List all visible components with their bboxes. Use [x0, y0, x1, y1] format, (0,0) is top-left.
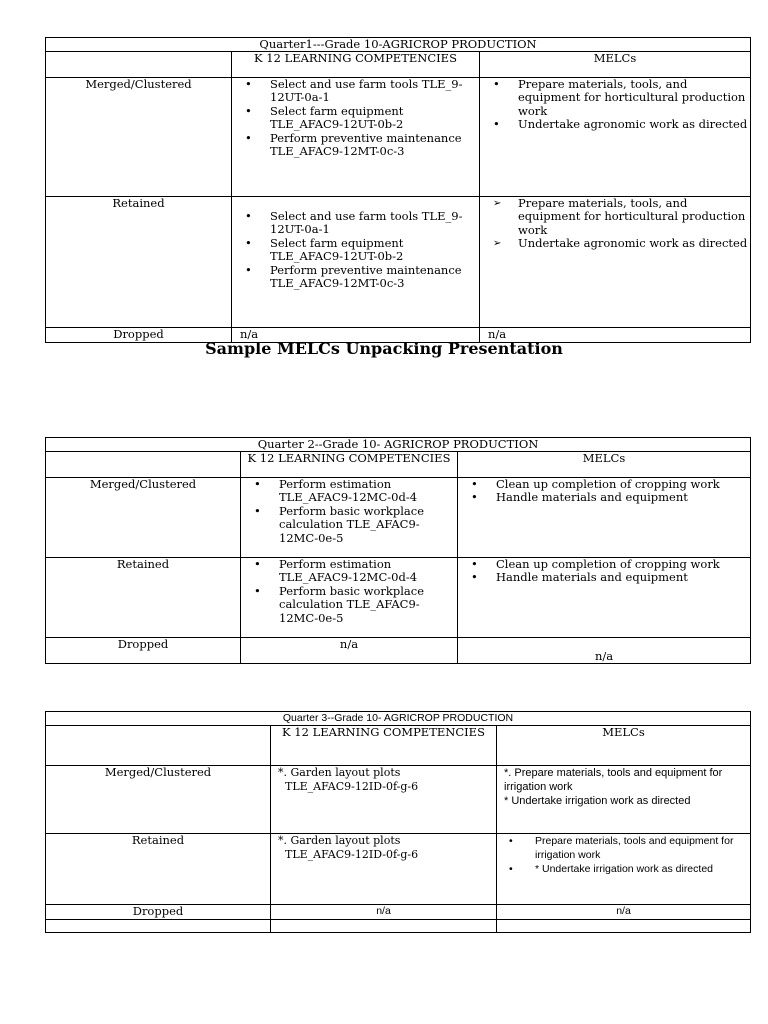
k12-cell	[241, 478, 458, 558]
k12-code: TLE_AFAC9-12ID-0f-g-6	[285, 779, 419, 793]
k12-header: K 12 LEARNING COMPETENCIES	[232, 52, 480, 78]
k12-cell	[232, 197, 480, 328]
quarter3-table	[45, 711, 751, 933]
list-item: • Perform estimation TLE_AFAC9-12MC-0d-4	[241, 478, 457, 505]
list-item: • Prepare materials, tools and equipment for irrigation work	[497, 834, 750, 862]
list-item: ➢ Prepare materials, tools, and equipment for horticultural production work	[480, 197, 750, 237]
na-value: n/a	[271, 905, 497, 920]
list-item: • Clean up completion of cropping work	[458, 478, 750, 491]
row-label-retained: Retained	[46, 197, 232, 328]
row-label-merged: Merged/Clustered	[46, 766, 271, 834]
quarter1-table	[45, 37, 751, 343]
na-value: n/a	[232, 328, 480, 343]
melcs-cell	[458, 478, 751, 558]
melcs-header: MELCs	[480, 52, 751, 78]
list-item: • Perform basic workplace calculation TLE_AFAC9-12MC-0e-5	[241, 585, 457, 625]
table-title: Quarter1---Grade 10-AGRICROP PRODUCTION	[46, 38, 751, 52]
row-label-dropped: Dropped	[46, 638, 241, 664]
k12-cell	[232, 78, 480, 197]
header-empty-cell	[46, 52, 232, 78]
melcs-cell	[497, 766, 751, 834]
list-item: • Select and use farm tools TLE_9-12UT-0a-1	[232, 210, 479, 237]
list-item: • Perform preventive maintenance TLE_AFAC9-12MT-0c-3	[232, 132, 479, 159]
presentation-title: Sample MELCs Unpacking Presentation	[205, 339, 563, 358]
row-label-retained: Retained	[46, 558, 241, 638]
row-label-dropped: Dropped	[46, 328, 232, 343]
k12-text: *. Garden layout plots	[278, 834, 401, 847]
melcs-header: MELCs	[458, 452, 751, 478]
k12-code: TLE_AFAC9-12ID-0f-g-6	[285, 847, 419, 861]
melcs-header: MELCs	[497, 726, 751, 766]
empty-cell	[46, 919, 271, 932]
k12-header: K 12 LEARNING COMPETENCIES	[241, 452, 458, 478]
melc-text: * Undertake irrigation work as directed	[504, 795, 691, 807]
quarter2-table	[45, 437, 751, 664]
list-item: • Select farm equipment TLE_AFAC9-12UT-0b-2	[232, 105, 479, 132]
list-item: • Handle materials and equipment	[458, 491, 750, 504]
k12-cell	[271, 834, 497, 905]
list-item: • Perform estimation TLE_AFAC9-12MC-0d-4	[241, 558, 457, 585]
k12-cell	[241, 558, 458, 638]
list-item: • Select and use farm tools TLE_9-12UT-0a-1	[232, 78, 479, 105]
melcs-cell	[497, 834, 751, 905]
row-label-merged: Merged/Clustered	[46, 478, 241, 558]
k12-header: K 12 LEARNING COMPETENCIES	[271, 726, 497, 766]
list-item: • Clean up completion of cropping work	[458, 558, 750, 571]
list-item: • Select farm equipment TLE_AFAC9-12UT-0b-2	[232, 237, 479, 264]
list-item: • Perform basic workplace calculation TLE_AFAC9-12MC-0e-5	[241, 505, 457, 545]
header-empty-cell	[46, 452, 241, 478]
na-value: n/a	[458, 638, 751, 664]
row-label-retained: Retained	[46, 834, 271, 905]
empty-cell	[271, 919, 497, 932]
melcs-cell	[458, 558, 751, 638]
na-value: n/a	[241, 638, 458, 664]
table-title: Quarter 2--Grade 10- AGRICROP PRODUCTION	[46, 438, 751, 452]
list-item: • Prepare materials, tools, and equipment for horticultural production work	[480, 78, 750, 118]
na-value: n/a	[480, 328, 751, 343]
header-empty-cell	[46, 726, 271, 766]
k12-text: *. Garden layout plots	[278, 766, 401, 779]
list-item: ➢ Undertake agronomic work as directed	[480, 237, 750, 250]
table-title: Quarter 3--Grade 10- AGRICROP PRODUCTION	[46, 712, 751, 726]
k12-cell	[271, 766, 497, 834]
melcs-cell	[480, 78, 751, 197]
na-value: n/a	[497, 905, 751, 920]
list-item: • Handle materials and equipment	[458, 571, 750, 584]
list-item: • Perform preventive maintenance TLE_AFAC9-12MT-0c-3	[232, 264, 479, 291]
list-item: • Undertake agronomic work as directed	[480, 118, 750, 131]
row-label-merged: Merged/Clustered	[46, 78, 232, 197]
list-item: • * Undertake irrigation work as directed	[497, 862, 750, 876]
melc-text: *. Prepare materials, tools and equipment for irrigation work	[504, 767, 723, 793]
empty-cell	[497, 919, 751, 932]
melcs-cell	[480, 197, 751, 328]
row-label-dropped: Dropped	[46, 905, 271, 920]
